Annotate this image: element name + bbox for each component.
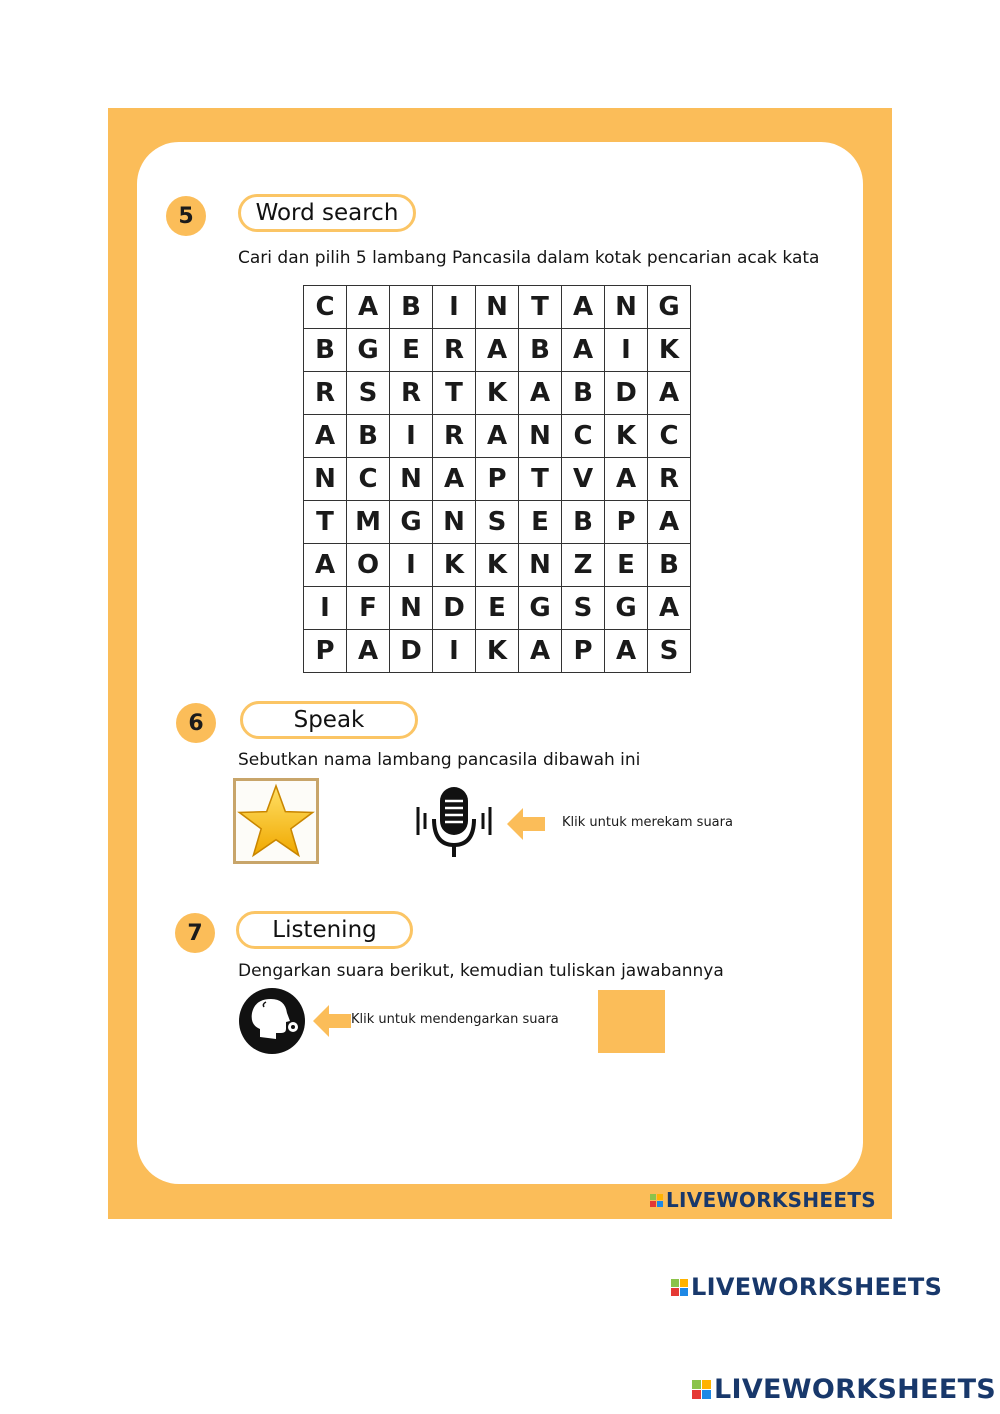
- grid-cell[interactable]: I: [433, 630, 476, 673]
- grid-cell[interactable]: G: [648, 286, 691, 329]
- grid-cell[interactable]: R: [648, 458, 691, 501]
- grid-cell[interactable]: A: [476, 415, 519, 458]
- grid-cell[interactable]: K: [476, 372, 519, 415]
- grid-cell[interactable]: K: [476, 630, 519, 673]
- grid-cell[interactable]: C: [562, 415, 605, 458]
- grid-cell[interactable]: K: [605, 415, 648, 458]
- grid-cell[interactable]: I: [304, 587, 347, 630]
- grid-cell[interactable]: N: [605, 286, 648, 329]
- grid-cell[interactable]: K: [433, 544, 476, 587]
- grid-cell[interactable]: B: [562, 501, 605, 544]
- answer-input[interactable]: [598, 990, 665, 1053]
- grid-cell[interactable]: N: [519, 544, 562, 587]
- grid-cell[interactable]: O: [347, 544, 390, 587]
- grid-cell[interactable]: B: [390, 286, 433, 329]
- grid-cell[interactable]: V: [562, 458, 605, 501]
- grid-cell[interactable]: R: [304, 372, 347, 415]
- microphone-icon: [414, 783, 494, 863]
- grid-cell[interactable]: A: [304, 544, 347, 587]
- grid-cell[interactable]: N: [390, 587, 433, 630]
- grid-cell[interactable]: B: [562, 372, 605, 415]
- grid-cell[interactable]: B: [519, 329, 562, 372]
- word-search-grid[interactable]: [303, 285, 691, 673]
- speak-title: Speak: [240, 701, 418, 739]
- grid-cell[interactable]: A: [519, 372, 562, 415]
- record-button[interactable]: [414, 783, 494, 863]
- brand-logo-frame: LIVEWORKSHEETS: [650, 1188, 876, 1212]
- grid-cell[interactable]: N: [476, 286, 519, 329]
- grid-cell[interactable]: B: [304, 329, 347, 372]
- grid-cell[interactable]: C: [648, 415, 691, 458]
- grid-cell[interactable]: E: [390, 329, 433, 372]
- grid-cell[interactable]: F: [347, 587, 390, 630]
- grid-cell[interactable]: G: [347, 329, 390, 372]
- grid-cell[interactable]: S: [648, 630, 691, 673]
- grid-cell[interactable]: A: [476, 329, 519, 372]
- grid-cell[interactable]: E: [476, 587, 519, 630]
- grid-cell[interactable]: G: [605, 587, 648, 630]
- grid-cell[interactable]: B: [347, 415, 390, 458]
- grid-cell[interactable]: S: [562, 587, 605, 630]
- grid-cell[interactable]: I: [433, 286, 476, 329]
- liveworksheets-logo-icon: [671, 1279, 688, 1296]
- grid-cell[interactable]: A: [648, 587, 691, 630]
- grid-cell[interactable]: B: [648, 544, 691, 587]
- grid-cell[interactable]: R: [390, 372, 433, 415]
- grid-cell[interactable]: A: [347, 286, 390, 329]
- speak-instruction: Sebutkan nama lambang pancasila dibawah ini: [238, 750, 641, 770]
- grid-cell[interactable]: A: [648, 501, 691, 544]
- word-search-title: Word search: [238, 194, 416, 232]
- grid-cell[interactable]: A: [562, 286, 605, 329]
- record-label: Klik untuk merekam suara: [562, 815, 733, 830]
- grid-cell[interactable]: A: [347, 630, 390, 673]
- grid-cell[interactable]: G: [519, 587, 562, 630]
- grid-cell[interactable]: R: [433, 329, 476, 372]
- liveworksheets-logo-icon: [650, 1194, 663, 1207]
- grid-cell[interactable]: T: [519, 458, 562, 501]
- grid-cell[interactable]: P: [304, 630, 347, 673]
- grid-cell[interactable]: S: [347, 372, 390, 415]
- grid-cell[interactable]: N: [433, 501, 476, 544]
- liveworksheets-logo-icon: [692, 1380, 711, 1399]
- grid-cell[interactable]: A: [304, 415, 347, 458]
- grid-cell[interactable]: N: [390, 458, 433, 501]
- section-number-5: 5: [166, 196, 206, 236]
- brand-logo-footer: LIVEWORKSHEETS: [692, 1374, 996, 1405]
- grid-cell[interactable]: T: [519, 286, 562, 329]
- grid-cell[interactable]: R: [433, 415, 476, 458]
- grid-cell[interactable]: K: [476, 544, 519, 587]
- grid-cell[interactable]: I: [390, 544, 433, 587]
- grid-cell[interactable]: M: [347, 501, 390, 544]
- star-icon: [237, 783, 315, 859]
- listen-label: Klik untuk mendengarkan suara: [351, 1012, 559, 1027]
- grid-cell[interactable]: P: [476, 458, 519, 501]
- grid-cell[interactable]: P: [562, 630, 605, 673]
- grid-cell[interactable]: G: [390, 501, 433, 544]
- grid-cell[interactable]: I: [605, 329, 648, 372]
- listening-instruction: Dengarkan suara berikut, kemudian tuliskan jawabannya: [238, 961, 724, 981]
- grid-cell[interactable]: T: [433, 372, 476, 415]
- grid-cell[interactable]: E: [519, 501, 562, 544]
- arrow-left-icon: [507, 808, 545, 840]
- grid-cell[interactable]: E: [605, 544, 648, 587]
- grid-cell[interactable]: A: [519, 630, 562, 673]
- grid-cell[interactable]: D: [605, 372, 648, 415]
- grid-cell[interactable]: A: [433, 458, 476, 501]
- listening-title: Listening: [236, 911, 413, 949]
- grid-cell[interactable]: N: [519, 415, 562, 458]
- listening-head-icon: [238, 987, 306, 1055]
- grid-cell[interactable]: D: [390, 630, 433, 673]
- grid-cell[interactable]: C: [347, 458, 390, 501]
- grid-cell[interactable]: S: [476, 501, 519, 544]
- grid-cell[interactable]: A: [605, 630, 648, 673]
- arrow-left-icon: [313, 1005, 351, 1037]
- grid-cell[interactable]: Z: [562, 544, 605, 587]
- listen-button[interactable]: [238, 987, 306, 1055]
- grid-cell[interactable]: K: [648, 329, 691, 372]
- section-number-7: 7: [175, 913, 215, 953]
- section-number-6: 6: [176, 703, 216, 743]
- grid-cell[interactable]: A: [648, 372, 691, 415]
- lambang-image: [233, 778, 319, 864]
- grid-cell[interactable]: A: [562, 329, 605, 372]
- brand-logo-page: LIVEWORKSHEETS: [671, 1273, 942, 1301]
- grid-cell[interactable]: D: [433, 587, 476, 630]
- word-search-instruction: Cari dan pilih 5 lambang Pancasila dalam kotak pencarian acak kata: [238, 248, 820, 268]
- grid-cell[interactable]: A: [605, 458, 648, 501]
- grid-cell[interactable]: P: [605, 501, 648, 544]
- grid-cell[interactable]: T: [304, 501, 347, 544]
- grid-cell[interactable]: C: [304, 286, 347, 329]
- grid-cell[interactable]: I: [390, 415, 433, 458]
- grid-cell[interactable]: N: [304, 458, 347, 501]
